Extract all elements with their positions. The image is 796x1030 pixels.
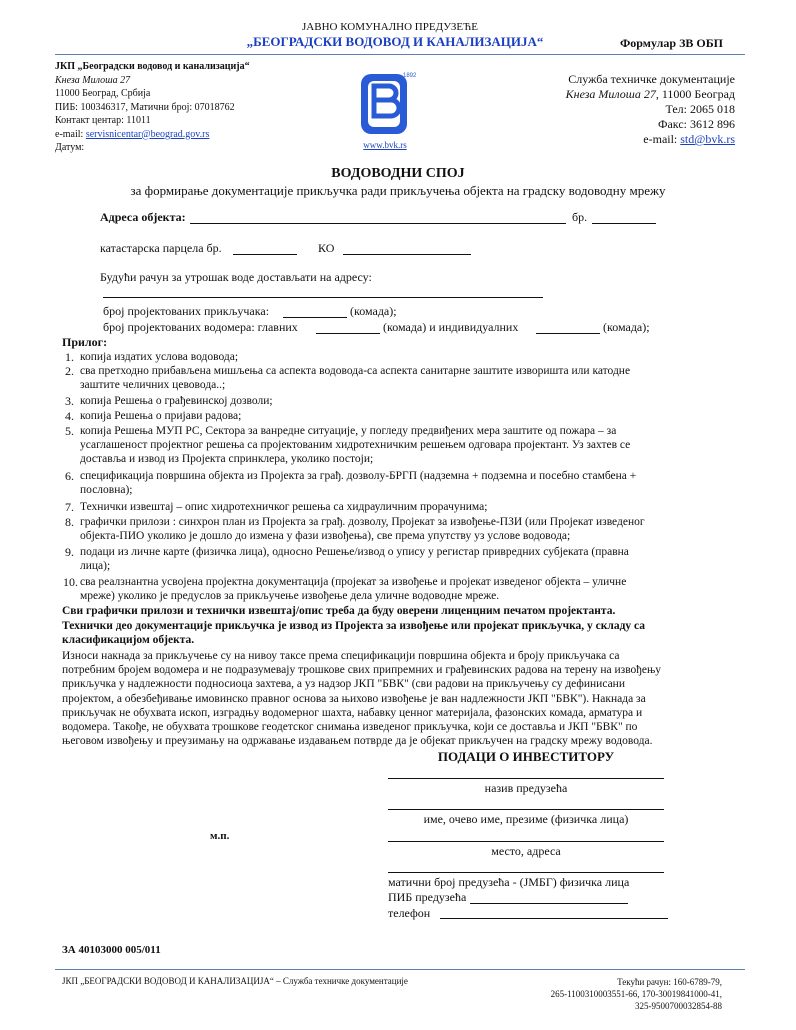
address-number-field[interactable] xyxy=(592,223,656,224)
stamp-placeholder: м.п. xyxy=(210,830,230,842)
list-item-number: 8. xyxy=(65,515,74,529)
list-item-number: 3. xyxy=(65,394,74,408)
list-item xyxy=(80,364,740,392)
address-number-label: бр. xyxy=(572,210,588,224)
dept-email-label: e-mail: xyxy=(643,132,681,146)
org-info xyxy=(55,60,250,155)
footer-org: ЈКП „БЕОГРАДСКИ ВОДОВОД И КАНАЛИЗАЦИЈА“ – Служба техничке документације xyxy=(62,976,408,986)
list-item xyxy=(80,500,740,514)
account-line: Текући рачун: 160-6789-79, xyxy=(617,977,722,987)
date-label: Датум: xyxy=(55,142,85,153)
certification-note xyxy=(62,604,740,648)
list-item xyxy=(80,409,740,423)
pib-label: ПИБ предузећа xyxy=(388,890,467,904)
dept-city: , 11000 Београд xyxy=(655,87,735,101)
meters-label: број пројектованих водомера: главних xyxy=(103,320,298,334)
org-street: Кнеза Милоша 27 xyxy=(55,74,131,86)
note-line: Сви графички прилози и технички извештај/опис треба да буду оверени лиценцним печатом пројектанта. xyxy=(62,605,616,617)
dept-fax: Факс: 3612 896 xyxy=(658,117,735,131)
list-item-number: 5. xyxy=(65,424,74,438)
address-field[interactable] xyxy=(190,223,566,224)
person-name-label: име, очево име, презиме (физичка лица) xyxy=(423,812,629,826)
meters-main-field[interactable] xyxy=(316,333,380,334)
form-label: Формулар ЗВ ОБП xyxy=(620,36,724,50)
org-contact: Контакт центар: 11011 xyxy=(55,115,151,126)
org-name: ЈКП „Београдски водовод и канализација“ xyxy=(55,61,250,72)
company-name-field[interactable] xyxy=(388,778,664,779)
list-item-line: пословна); xyxy=(80,484,133,496)
account-line: 325-9500700032854-88 xyxy=(635,1001,722,1011)
dept-info xyxy=(470,72,735,147)
dept-email-row xyxy=(470,132,735,147)
id-number-label: матични број предузећа - (ЈМБГ) физичка лица xyxy=(388,875,630,889)
parcel-field[interactable] xyxy=(233,254,297,255)
org-email-link[interactable]: servisnicentar@beograd.gov.rs xyxy=(85,128,210,140)
fee-line: водомера. Такође, не обухвата трошкове геодетског снимања изведеног прикључка, који се доставља и ЈКП "БВК" по xyxy=(62,721,638,734)
list-item-number: 2. xyxy=(65,364,74,378)
list-item xyxy=(80,545,740,573)
place-label: место, адреса xyxy=(491,844,561,858)
list-item-line: сва претходно прибављена мишљења са аспекта водовода-са аспекта санитарне заштите изворишта или катодне xyxy=(80,365,631,377)
fee-paragraph xyxy=(62,649,740,748)
fee-line: пројектом, а обезбеђивање имовинско правног основа за њихово извођење је ван надлежности ЈКП "БВК"). Накнада за xyxy=(62,692,646,705)
parcel-label: катастарска парцела бр. xyxy=(100,241,222,255)
pib-field[interactable] xyxy=(470,903,628,904)
org-pib: ПИБ: 100346317, Матични број: 07018762 xyxy=(55,101,235,113)
dept-street: Кнеза Милоша 27 xyxy=(565,87,656,101)
list-item-number: 4. xyxy=(65,409,74,423)
list-item-number: 1. xyxy=(65,350,74,364)
bvk-logo xyxy=(355,68,415,152)
list-item xyxy=(80,515,740,543)
dept-email-link[interactable]: std@bvk.rs xyxy=(680,132,735,146)
list-item-line: заштите челичних цевовода..; xyxy=(80,379,226,391)
list-item-number: 7. xyxy=(65,500,74,514)
ko-label: КО xyxy=(318,241,335,255)
list-item xyxy=(80,575,740,603)
fee-line: Износи накнада за прикључење су на нивоу таксе према спецификацији површина објекта и броју прикључака са xyxy=(62,650,620,662)
company-name: „БЕОГРАДСКИ ВОДОВОД И КАНАЛИЗАЦИЈА“ xyxy=(246,34,544,49)
phone-field[interactable] xyxy=(440,918,668,919)
list-item-number: 9. xyxy=(65,545,74,559)
billing-label: Будући рачун за утрошак воде достављати на адресу: xyxy=(100,270,372,284)
investor-title: ПОДАЦИ О ИНВЕСТИТОРУ xyxy=(437,749,615,764)
person-name-field[interactable] xyxy=(388,809,664,810)
meters-individual-field[interactable] xyxy=(536,333,600,334)
list-item-line: копија издатих услова водовода; xyxy=(80,351,239,363)
list-item-line: усаглашеност пројектног решења са пројектованим хидротехничким решењем одговара пројектант. Уз захтев се xyxy=(80,439,631,451)
bvk-logo-icon xyxy=(355,68,415,140)
note-line: Технички део документације прикључка је извод из Пројекта за извођење или пројекат прикључка, у складу са xyxy=(62,619,646,632)
logo-url[interactable]: www.bvk.rs xyxy=(363,140,407,150)
dept-name: Служба техничке документације xyxy=(568,72,735,86)
company-type: ЈАВНО КОМУНАЛНО ПРЕДУЗЕЋЕ xyxy=(302,21,478,33)
list-item-number: 6. xyxy=(65,469,74,483)
meters-individual-unit: (комада); xyxy=(603,320,650,334)
list-item-line: копија Решења о пријави радова; xyxy=(80,410,242,422)
doc-title: ВОДОВОДНИ СПОЈ xyxy=(331,166,465,181)
fee-line: потребним бројем водомера и не подразумевају трошкове свих припремних и грађевинских радова на терену на извођењу xyxy=(62,664,662,677)
connections-unit: (комада); xyxy=(350,304,397,318)
email-label: e-mail: xyxy=(55,128,86,140)
attachments-title: Прилог: xyxy=(62,335,108,349)
footer-divider xyxy=(55,969,745,970)
phone-label: телефон xyxy=(388,906,431,920)
fee-line: његовом извођењу и преузимању на одржавање издавањем потврде да је објекат прикључен на градску мрежу водовода. xyxy=(62,735,653,748)
list-item xyxy=(80,350,740,364)
list-item-line: копија Решења о грађевинској дозволи; xyxy=(80,395,273,407)
document-code: ЗА 40103000 005/011 xyxy=(62,944,161,956)
list-item-line: мреже) уколико је предуслов за прикључење извођење дела уличне водоводне мреже. xyxy=(80,590,500,602)
account-line: 265-1100310003551-66, 170-30019841000-41, xyxy=(550,989,722,999)
note-line: класификацијом објекта. xyxy=(62,634,195,646)
fee-line: прикључак не обухвата ископ, изградњу водомерног шахта, набавку ценног материјала, фазонских комада, арматура и xyxy=(62,706,643,719)
list-item xyxy=(80,469,740,497)
id-number-field[interactable] xyxy=(388,872,664,873)
list-item-line: подаци из личне карте (физичка лица), односно Решење/извод о упису у регистар привредних субјеката (правна xyxy=(80,546,629,558)
list-item-line: сва реалзнантна усвојена пројектна документација (пројекат за извођење и пројекат изведеног објекта – уличне xyxy=(80,576,627,588)
ko-field[interactable] xyxy=(343,254,471,255)
list-item-number: 10. xyxy=(63,575,78,589)
address-label: Адреса објекта: xyxy=(100,210,186,224)
connections-label: број пројектованих прикључака: xyxy=(103,304,270,318)
header-divider xyxy=(55,54,745,55)
dept-tel: Тел: 2065 018 xyxy=(665,102,735,116)
logo-year: 1892 xyxy=(403,73,417,79)
org-email-row xyxy=(55,128,250,142)
doc-subtitle: за формирање документације прикључка ради прикључења објекта на градску водоводну мрежу xyxy=(130,183,666,198)
list-item-line: лица); xyxy=(80,560,111,572)
list-item-line: спецификација површина објекта из Пројекта за грађ. дозволу-БРГП (надземна + подземна и посебно стамбена + xyxy=(80,470,637,482)
company-name-label: назив предузећа xyxy=(484,781,568,795)
org-city: 11000 Београд, Србија xyxy=(55,88,151,99)
fee-line: прикључка у надлежности подносиоца захтева, а уз надзор ЈКП "БВК" (сви радови на прикључењу су дефинисани xyxy=(62,678,625,691)
dept-address xyxy=(470,87,735,102)
list-item xyxy=(80,394,740,408)
list-item-line: објекта-ПИО уколико је дошло до измена у фази извођења), све према упутству уз услове водовода; xyxy=(80,530,571,542)
billing-address-field[interactable] xyxy=(103,297,543,298)
footer-accounts xyxy=(470,976,722,1012)
place-field[interactable] xyxy=(388,841,664,842)
list-item-line: доставља и извод из Пројекта спринклера, уколико постоји; xyxy=(80,453,374,465)
list-item-line: Технички извештај – опис хидротехничког решења са хидрауличним прорачунима; xyxy=(80,501,488,513)
list-item-line: графички прилози : синхрон план из Пројекта за грађ. дозволу, Пројекат за извођење-ПЗИ (или Пројекат изведеног xyxy=(80,516,645,528)
connections-field[interactable] xyxy=(283,317,347,318)
list-item-line: копија Решења МУП РС, Сектора за ванредне ситуације, у погледу предвиђених мера заштите од пожара – за xyxy=(80,425,617,437)
meters-main-unit: (комада) и индивидуалних xyxy=(383,320,519,334)
list-item xyxy=(80,424,740,466)
